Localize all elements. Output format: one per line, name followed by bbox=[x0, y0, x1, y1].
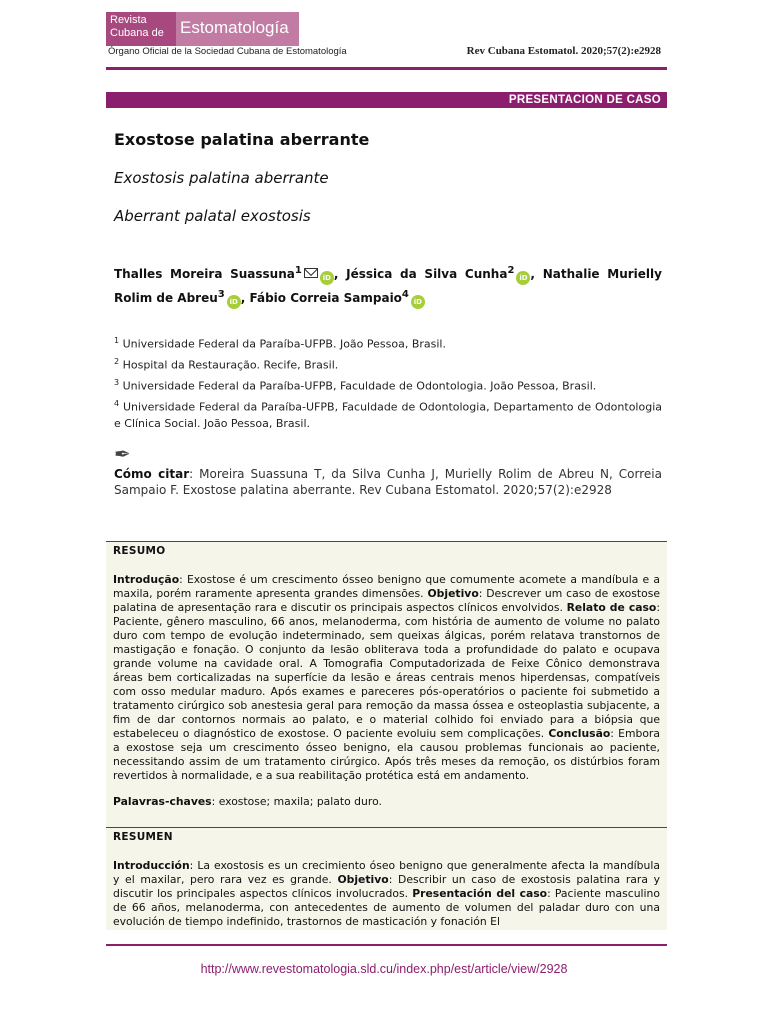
title-english: Aberrant palatal exostosis bbox=[114, 207, 311, 225]
resumo-span: : Embora a exostose seja um crescimento ósseo benigno, ela causou problemas funcionais ao paciente, necessitando assim de um tratamento cirúrgico. Após três meses da remoção, os distúrbios foram revertidos à normalidade, e a sua reabilitação protética está em andamento. bbox=[113, 727, 660, 782]
author-sup: 1 bbox=[294, 265, 302, 276]
author-name: Fábio Correia Sampaio bbox=[249, 291, 402, 305]
orcid-icon[interactable]: iD bbox=[320, 271, 334, 285]
author-sup: 2 bbox=[507, 265, 515, 276]
affiliation bbox=[114, 354, 662, 374]
how-to-cite bbox=[114, 466, 662, 498]
resumo-box bbox=[106, 541, 667, 827]
resumen-heading: RESUMEN bbox=[113, 831, 173, 843]
orcid-icon[interactable]: iD bbox=[516, 271, 530, 285]
header-rule bbox=[106, 67, 667, 70]
resumo-label: Objetivo bbox=[427, 587, 479, 600]
affiliation-text: Hospital da Restauração. Recife, Brasil. bbox=[122, 358, 339, 372]
footer-url-link[interactable]: http://www.revestomatologia.sld.cu/index.php/est/article/view/2928 bbox=[200, 962, 568, 976]
resumen-span: : La exostosis es un crecimiento óseo benigno que generalmente afecta la mandíbula y el maxilar, pero rara vez es grande. bbox=[113, 859, 660, 886]
affiliation bbox=[114, 333, 662, 353]
resumo-text bbox=[113, 573, 660, 783]
logo-line2: Cubana de bbox=[110, 27, 164, 39]
journal-logo bbox=[106, 12, 299, 46]
resumo-heading: RESUMO bbox=[113, 545, 166, 557]
affiliation-text: Universidade Federal da Paraíba-UFPB, Faculdade de Odontologia, Departamento de Odontologia e Clínica Social. João Pessoa, Brasil. bbox=[114, 400, 662, 430]
title-portuguese: Exostose palatina aberrante bbox=[114, 130, 370, 149]
keywords-label: Palavras-chaves bbox=[113, 795, 212, 808]
affiliation bbox=[114, 375, 662, 395]
resumen-box bbox=[106, 827, 667, 930]
resumen-label: Objetivo bbox=[337, 873, 389, 886]
cite-label: Cómo citar bbox=[114, 467, 190, 481]
resumo-span: : Paciente, gênero masculino, 66 anos, melanoderma, com história de aumento de volume no palato duro com tempo de evolução indeterminado, sem queixas álgicas, porém relatava transtornos de mastigação e fonação. O conjunto da lesão obliterava toda a profundidade do palato e ocupava grande volume na cavidade oral. A Tomografia Computadorizada de Feixe Cônico demonstrava áreas bem corticalizadas na superfície da lesão e áreas centrais menos hiperdensas, compatíveis com osso medular maduro. Após exames e pareceres pós-operatórios o paciente foi submetido a tratamento cirúrgico sob anestesia geral para remoção da massa óssea e osteoplastia subjacente, a fim de dar contornos normais ao palato, e o material colhido foi enviado para a biópsia que estabeleceu o diagnóstico de exostose. O paciente evoluiu sem complicações. bbox=[113, 601, 660, 740]
resumo-label: Relato de caso bbox=[566, 601, 657, 614]
logo-left bbox=[106, 12, 176, 46]
affiliation-text: Universidade Federal da Paraíba-UFPB, Faculdade de Odontologia. João Pessoa, Brasil. bbox=[122, 379, 597, 393]
affiliation bbox=[114, 396, 662, 432]
authors: Thalles Moreira Suassuna$^1$iD , Jéssica da Silva Cunha$^2$iD , Nathalie Murielly Rolim de Abreu$^3$iD , Fábio Correia Sampaio$^4$iD bbox=[114, 261, 662, 309]
orcid-icon[interactable]: iD bbox=[227, 295, 241, 309]
quill-icon: ✒ bbox=[114, 442, 131, 466]
journal-citation-ref: Rev Cubana Estomatol. 2020;57(2):e2928 bbox=[466, 45, 661, 57]
affiliation-sup: 2 bbox=[114, 357, 120, 366]
organ-text: Órgano Oficial de la Sociedad Cubana de Estomatología bbox=[108, 46, 347, 57]
footer-rule bbox=[106, 944, 667, 946]
orcid-icon[interactable]: iD bbox=[411, 295, 425, 309]
resumen-label: Presentación del caso bbox=[412, 887, 548, 900]
resumo-label: Introdução bbox=[113, 573, 180, 586]
title-spanish: Exostosis palatina aberrante bbox=[114, 169, 329, 187]
resumo-span: : Descrever um caso de exostose palatina de apresentação rara e discutir os principais aspectos clínicos envolvidos. bbox=[113, 587, 660, 614]
affiliation-sup: 3 bbox=[114, 378, 120, 387]
logo-right: Estomatología bbox=[176, 12, 299, 46]
author-sup: 4 bbox=[401, 289, 409, 300]
affiliation-sup: 4 bbox=[114, 399, 120, 408]
resumen-label: Introducción bbox=[113, 859, 190, 872]
author-name: Nathalie Murielly Rolim de Abreu bbox=[114, 267, 662, 305]
author-sup: 3 bbox=[217, 289, 225, 300]
resumen-span: : Describir un caso de exostosis palatina rara y discutir los principales aspectos clínicos involucrados. bbox=[113, 873, 661, 900]
section-bar: PRESENTACION DE CASO bbox=[106, 92, 667, 108]
mail-icon[interactable] bbox=[304, 268, 318, 278]
resumen-text bbox=[113, 859, 660, 929]
affiliation-sup: 1 bbox=[114, 336, 120, 345]
resumo-label: Conclusão bbox=[548, 727, 611, 740]
cite-text: : Moreira Suassuna T, da Silva Cunha J, Murielly Rolim de Abreu N, Correia Sampaio F. Exostose palatina aberrante. Rev Cubana Estomatol. 2020;57(2):e2928 bbox=[114, 467, 662, 497]
author-name: Thalles Moreira Suassuna bbox=[114, 267, 295, 281]
keywords-text: : exostose; maxila; palato duro. bbox=[211, 795, 382, 808]
affiliation-text: Universidade Federal da Paraíba-UFPB. João Pessoa, Brasil. bbox=[122, 337, 446, 351]
resumen-span: : Paciente masculino de 66 años, melanoderma, con antecedentes de aumento de volumen del paladar duro con una evolución de tiempo indefinido, trastornos de masticación y fonación El bbox=[113, 887, 660, 928]
resumo-span: : Exostose é um crescimento ósseo benigno que comumente acomete a mandíbula e a maxila, porém raramente apresenta grandes dimensões. bbox=[113, 573, 660, 600]
resumo-keywords bbox=[113, 795, 660, 809]
logo-line1: Revista bbox=[110, 14, 147, 26]
author-name: Jéssica da Silva Cunha bbox=[346, 267, 508, 281]
